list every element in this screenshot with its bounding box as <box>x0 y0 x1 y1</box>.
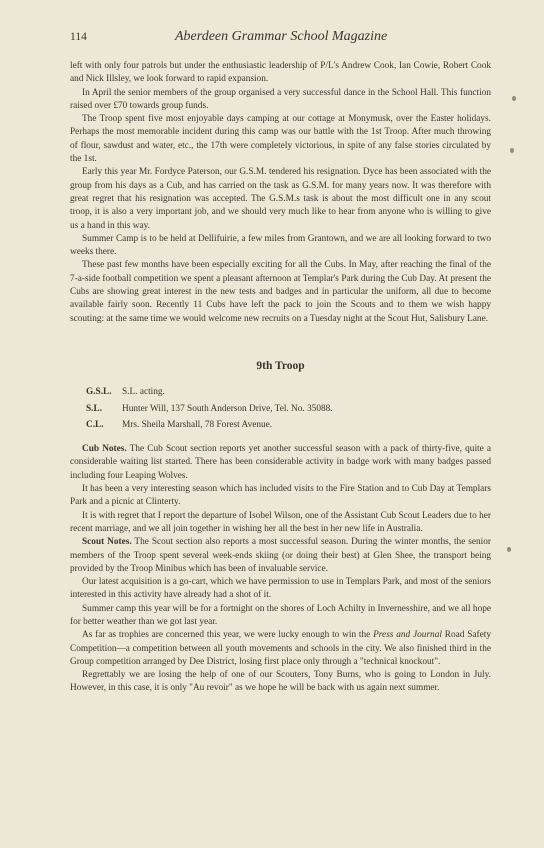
paragraph: Summer camp this year will be for a fortnight on the shores of Loch Achilty in Invernesshire, and we all hope for better weather than we got last year. <box>70 603 491 627</box>
paragraph: In April the senior members of the group organised a very successful dance in the School Hall. This function raised over £70 towards group funds. <box>70 87 491 111</box>
trophies-text-before: As far as trophies are concerned this year, we were lucky enough to win the <box>82 630 374 641</box>
page-number: 114 <box>70 31 87 43</box>
newspaper-title: Press and Journal <box>373 630 442 641</box>
officer-role: S.L. <box>86 403 103 414</box>
officer-row <box>86 386 491 399</box>
paragraph: Our latest acquisition is a go-cart, which we have permission to use in Templars Park, and most of the seniors interested in this activity have already had a shot of it. <box>70 577 491 601</box>
paragraph: Regrettably we are losing the help of one of our Scouters, Tony Burns, who is going to London in July. However, in this case, it is only "Au revoir" as we hope he will be back with us again next summer. <box>70 670 491 694</box>
cub-notes-lead: Cub Notes. <box>82 444 127 455</box>
trophies-text-after: Road Safety Competition—a competition between all youth movements and schools in the city. We also finished third in the Group competition arranged by Dee District, losing first place only through a "technical knockout". <box>70 630 491 667</box>
cub-notes-text: The Cub Scout section reports yet another successful season with a pack of thirty-five, quite a considerable waiting list started. There has been considerable activity in badge work with many badges passed including four Leaping Wolves. <box>70 444 492 481</box>
section-heading: 9th Troop <box>256 359 305 372</box>
paragraph: It has been a very interesting season which has included visits to the Fire Station and to Cub Day at Templars Park and a picnic at Clinterty. <box>70 484 491 508</box>
paragraph: The Troop spent five most enjoyable days camping at our cottage at Monymusk, over the Easter holidays. Perhaps the most memorable incident during this camp was our battle with the 1st Troop. After much throwing of flour, sawdust and water, etc., the 17th were completely victorious, in spite of any false stories circulated by the 1st. <box>70 114 491 165</box>
officer-row <box>86 419 491 432</box>
paragraph: These past few months have been especially exciting for all the Cubs. In May, after reaching the final of the 7-a-side football competition we spent a pleasant afternoon at Templar's Park during the Cub Day. At present the Cubs are showing great interest in the new tests and badges and in particular the uniform, all due to become available fairly soon. Recently 11 Cubs have left the pack to join the Scouts and to them we wish happy scouting: at the same time we would welcome new recruits on a Tuesday night at the Scout Hut, Salisbury Lane. <box>70 260 491 324</box>
paragraph: left with only four patrols but under the enthusiastic leadership of P/L's Andrew Cook, Ian Cowie, Robert Cook and Nick Illsley, we look forward to rapid expansion. <box>70 61 491 85</box>
paragraph: Summer Camp is to be held at Dellifuirie, a few miles from Grantown, and we are all looking forward to two weeks there. <box>70 233 491 258</box>
scout-notes-paragraph <box>70 536 491 576</box>
officer-detail: S.L. acting. <box>122 387 165 398</box>
officer-role: G.S.L. <box>86 387 112 398</box>
scan-speck <box>512 96 516 101</box>
officer-detail: Mrs. Sheila Marshall, 78 Forest Avenue. <box>122 419 273 430</box>
scout-notes-lead: Scout Notes. <box>82 537 132 548</box>
page-header <box>70 31 490 51</box>
scout-notes-text: The Scout section also reports a most successful season. During the winter months, the senior members of the Troop spent several week-ends skiing (or doing their best) at Glen Shee, the transport being provided by the Troop Minibus which has been of invaluable service. <box>70 537 491 574</box>
trophies-paragraph <box>70 629 491 669</box>
running-title: Aberdeen Grammar School Magazine <box>175 29 388 44</box>
officer-row <box>86 403 491 416</box>
cub-notes-paragraph <box>70 443 491 483</box>
scan-speck <box>510 148 514 153</box>
officer-detail: Hunter Will, 137 South Anderson Drive, Tel. No. 35088. <box>122 403 333 414</box>
officer-list <box>86 386 491 432</box>
paragraph: Early this year Mr. Fordyce Paterson, our G.S.M. tendered his resignation. Dyce has been associated with the group from his days as a Cub, and has carried on the task as G.S.M. for many years now. It was therefore with great regret that his resignation was accepted. The G.S.M.s task is about the most difficult one in any scout troop, it is also a very important job, and we should very much like to hear from anyone who is willing to give us a hand in this way. <box>70 167 491 231</box>
article-body <box>70 60 491 696</box>
paragraph: It is with regret that I report the departure of Isobel Wilson, one of the Assistant Cub Scout Leaders due to her recent marriage, and we all join together in wishing her all the best in her new life in Australia. <box>70 510 491 534</box>
scan-speck <box>507 547 511 552</box>
officer-role: C.L. <box>86 419 104 430</box>
